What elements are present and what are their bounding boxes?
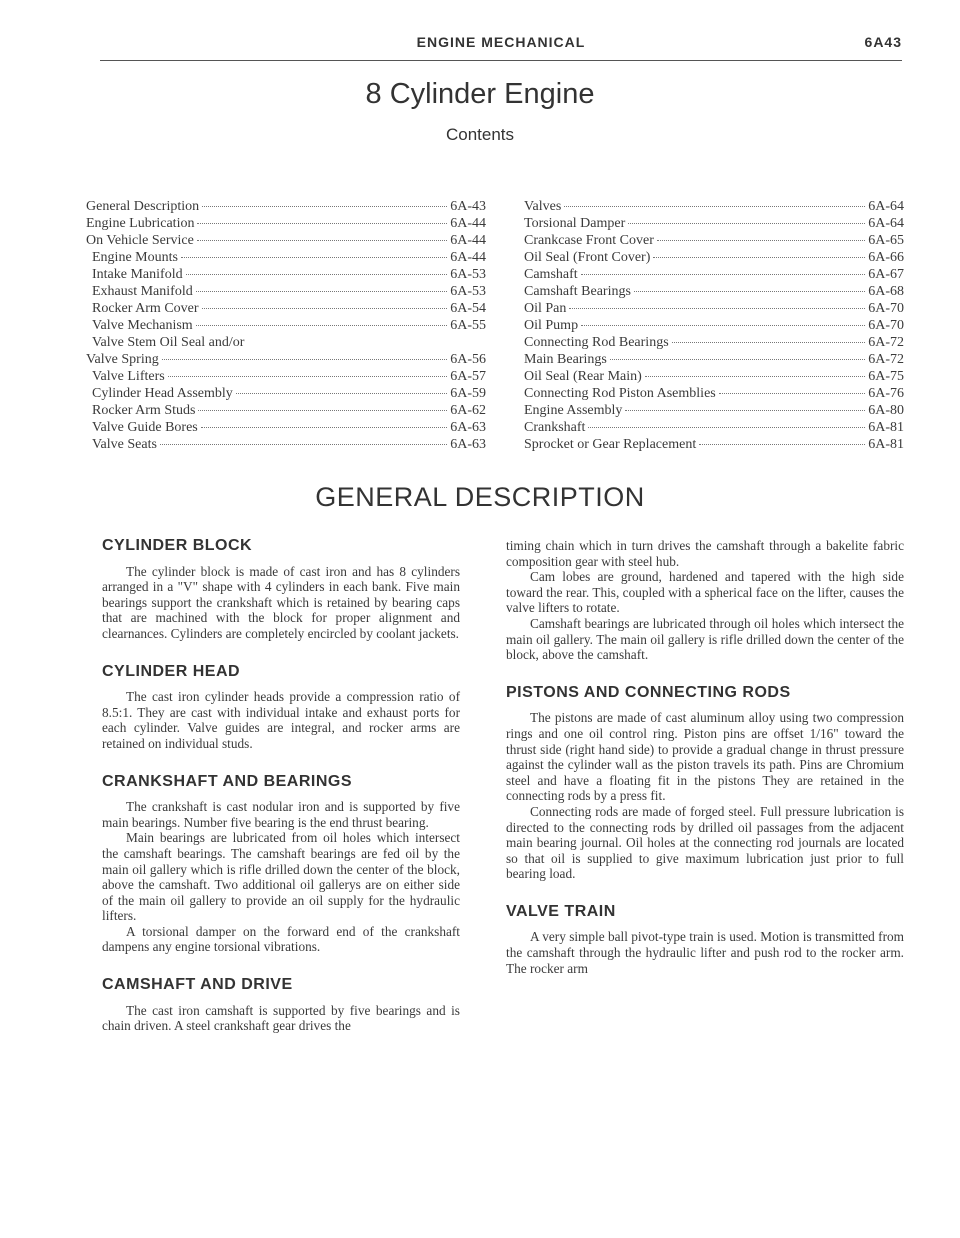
toc-entry-page: 6A-63 <box>450 437 486 452</box>
toc-entry-page: 6A-72 <box>868 335 904 350</box>
toc-entry-label: Oil Seal (Rear Main) <box>524 369 642 384</box>
toc-entry-page: 6A-62 <box>450 403 486 418</box>
toc-entry-label: Rocker Arm Studs <box>92 403 196 418</box>
valve-train-heading: VALVE TRAIN <box>506 902 616 920</box>
toc-entry <box>524 436 904 453</box>
toc-entry-page: 6A-54 <box>450 301 486 316</box>
toc-entry-label: Valve Stem Oil Seal and/or <box>92 335 245 350</box>
toc-entry-label: Camshaft <box>524 267 578 282</box>
toc-entry <box>86 215 486 232</box>
toc-leader-dots <box>196 325 448 326</box>
toc-entry <box>86 317 486 334</box>
toc-leader-dots <box>181 257 447 258</box>
crankshaft-paragraph-1: The crankshaft is cast nodular iron and is supported by five main bearings. Number five bearing is the end thrust bearing. <box>102 799 460 830</box>
toc-leader-dots <box>653 257 865 258</box>
toc-entry-page: 6A-66 <box>868 250 904 265</box>
toc-entry-label: Main Bearings <box>524 352 607 367</box>
toc-leader-dots <box>645 376 865 377</box>
toc-entry-page: 6A-55 <box>450 318 486 333</box>
toc-entry <box>524 266 904 283</box>
toc-entry-label: Oil Pump <box>524 318 579 333</box>
toc-entry <box>524 368 904 385</box>
toc-entry-label: Valve Spring <box>86 352 159 367</box>
camshaft-paragraph-1: The cast iron camshaft is supported by five bearings and is chain driven. A steel crankshaft gear drives the <box>102 1002 460 1034</box>
contents-heading: Contents <box>445 125 515 144</box>
toc-entry-label: Exhaust Manifold <box>92 284 193 299</box>
page-number: 6A43 <box>864 34 902 50</box>
toc-entry <box>86 419 486 436</box>
camshaft-heading: CAMSHAFT AND DRIVE <box>102 976 293 994</box>
toc-leader-dots <box>672 342 866 343</box>
toc-entry <box>524 198 904 215</box>
toc-entry-page: 6A-76 <box>868 386 904 401</box>
toc-leader-dots <box>186 274 448 275</box>
toc-leader-dots <box>198 410 447 411</box>
toc-leader-dots <box>160 444 447 445</box>
toc-entry-label: Sprocket or Gear Replacement <box>524 437 697 452</box>
toc-leader-dots <box>168 376 448 377</box>
toc-entry-page: 6A-75 <box>868 369 904 384</box>
toc-entry <box>524 283 904 300</box>
toc-entry-page: 6A-63 <box>450 420 486 435</box>
toc-entry-label: Engine Lubrication <box>86 216 195 231</box>
toc-leader-dots <box>581 274 866 275</box>
camshaft-paragraph-3: Camshaft bearings are lubricated through oil holes which intersect the main oil gallery. The main oil gallery is rifle drilled down the center of the block, above the camshaft. <box>506 615 904 663</box>
toc-left-column <box>86 198 486 453</box>
toc-entry <box>86 436 486 453</box>
toc-entry-label: Camshaft Bearings <box>524 284 631 299</box>
toc-entry <box>86 232 486 249</box>
toc-leader-dots <box>610 359 865 360</box>
toc-entry <box>86 351 486 368</box>
toc-entry <box>86 402 486 419</box>
toc-entry-label: Valves <box>524 199 562 214</box>
pistons-heading: PISTONS AND CONNECTING RODS <box>506 683 791 701</box>
toc-entry-label: On Vehicle Service <box>86 233 194 248</box>
toc-entry-page: 6A-44 <box>450 233 486 248</box>
toc-entry-label: Connecting Rod Bearings <box>524 335 669 350</box>
toc-leader-dots <box>581 325 865 326</box>
toc-entry-page: 6A-81 <box>868 420 904 435</box>
toc-entry-label: Oil Seal (Front Cover) <box>524 250 651 265</box>
toc-entry-label: Rocker Arm Cover <box>92 301 199 316</box>
toc-entry <box>524 385 904 402</box>
toc-entry-page: 6A-80 <box>868 403 904 418</box>
toc-leader-dots <box>201 427 447 428</box>
toc-leader-dots <box>588 427 865 428</box>
toc-leader-dots <box>236 393 447 394</box>
crankshaft-paragraph-2: Main bearings are lubricated from oil holes which intersect the camshaft bearings. The camshaft bearings are fed oil by the main oil gallery which is rifle drilled down the center of the block, above the camshaft. Two additional oil gallerys are on either side of the main oil gallery to provide an oil supply for the hydraulic lifters. <box>102 830 460 924</box>
toc-entry-label: Torsional Damper <box>524 216 626 231</box>
toc-entry-page: 6A-70 <box>868 318 904 333</box>
cylinder-head-heading: CYLINDER HEAD <box>102 662 241 680</box>
toc-entry-page: 6A-53 <box>450 267 486 282</box>
toc-entry <box>86 198 486 215</box>
cylinder-block-heading: CYLINDER BLOCK <box>102 537 253 554</box>
toc-leader-dots <box>634 291 865 292</box>
toc-leader-dots <box>628 223 865 224</box>
toc-entry <box>86 249 486 266</box>
toc-leader-dots <box>196 291 448 292</box>
toc-right-column <box>524 198 904 453</box>
toc-entry-page: 6A-70 <box>868 301 904 316</box>
toc-entry-page: 6A-81 <box>868 437 904 452</box>
toc-entry <box>524 419 904 436</box>
toc-leader-dots <box>564 206 865 207</box>
toc-entry <box>524 232 904 249</box>
toc-entry <box>524 351 904 368</box>
pistons-paragraph-1: The pistons are made of cast aluminum alloy using two compression rings and one oil control ring. Piston pins are offset 1/16" toward the thrust side (right hand side) to provide a gradual change in thrust pressure against the cylinder wall as the piston travels its path. Pins are Chromium steel and have a floating fit in the pistons They are retained in the connecting rods by a press fit. <box>506 710 904 804</box>
cylinder-head-paragraph: The cast iron cylinder heads provide a compression ratio of 8.5:1. They are cast with individual intake and exhaust ports for each cylinder. Valve guides are integral, and rocker arms are retained on individual studs. <box>102 689 460 751</box>
toc-entry <box>524 215 904 232</box>
toc-leader-dots <box>719 393 865 394</box>
toc-entry-page: 6A-65 <box>868 233 904 248</box>
toc-entry-page: 6A-44 <box>450 250 486 265</box>
toc-entry-label: Cylinder Head Assembly <box>92 386 233 401</box>
toc-entry <box>524 317 904 334</box>
page-title: 8 Cylinder Engine <box>365 78 595 110</box>
toc-leader-dots <box>569 308 865 309</box>
toc-entry-label: Valve Guide Bores <box>92 420 198 435</box>
toc-entry-page: 6A-59 <box>450 386 486 401</box>
toc-entry-page: 6A-56 <box>450 352 486 367</box>
toc-entry <box>86 385 486 402</box>
toc-entry-label: Engine Mounts <box>92 250 178 265</box>
toc-entry-label: Crankshaft <box>524 420 586 435</box>
toc-entry <box>524 402 904 419</box>
toc-entry-label: Intake Manifold <box>92 267 183 282</box>
toc-entry <box>524 249 904 266</box>
toc-entry-page: 6A-72 <box>868 352 904 367</box>
toc-entry-label: General Description <box>86 199 200 214</box>
toc-entry-page: 6A-44 <box>450 216 486 231</box>
toc-entry-page: 6A-64 <box>868 216 904 231</box>
toc-entry-label: Crankcase Front Cover <box>524 233 654 248</box>
crankshaft-heading: CRANKSHAFT AND BEARINGS <box>102 772 353 790</box>
right-text-column <box>506 538 904 976</box>
toc-leader-dots <box>197 223 447 224</box>
toc-entry-label: Valve Seats <box>92 437 157 452</box>
toc-leader-dots <box>657 240 865 241</box>
toc-entry <box>524 334 904 351</box>
camshaft-paragraph-2: Cam lobes are ground, hardened and tapered with the high side toward the rear. This, coupled with a spherical face on the lifter, causes the valve lifters to rotate. <box>506 569 904 616</box>
toc-entry <box>86 334 486 351</box>
toc-leader-dots <box>162 359 448 360</box>
toc-leader-dots <box>197 240 447 241</box>
toc-entry-label: Connecting Rod Piston Asemblies <box>524 386 716 401</box>
toc-entry-label: Engine Assembly <box>524 403 623 418</box>
toc-entry-label: Valve Mechanism <box>92 318 193 333</box>
toc-entry-page: 6A-67 <box>868 267 904 282</box>
toc-entry-page: 6A-57 <box>450 369 486 384</box>
toc-leader-dots <box>202 206 447 207</box>
toc-entry <box>86 300 486 317</box>
toc-entry <box>86 283 486 300</box>
running-head-title: ENGINE MECHANICAL <box>416 34 586 50</box>
toc-entry-label: Oil Pan <box>524 301 567 316</box>
toc-entry-page: 6A-43 <box>450 199 486 214</box>
toc-entry <box>524 300 904 317</box>
valve-train-paragraph: A very simple ball pivot-type train is used. Motion is transmitted from the camshaft through the hydraulic lifter and push rod to the rocker arm. The rocker arm <box>506 929 904 976</box>
toc-entry-page: 6A-53 <box>450 284 486 299</box>
toc-leader-dots <box>202 308 448 309</box>
toc-entry-label: Valve Lifters <box>92 369 165 384</box>
section-title: GENERAL DESCRIPTION <box>315 482 645 512</box>
crankshaft-paragraph-3: A torsional damper on the forward end of the crankshaft dampens any engine torsional vibrations. <box>102 923 460 955</box>
pistons-paragraph-2: Connecting rods are made of forged steel. Full pressure lubrication is directed to the connecting rods by drilled oil passages from the adjacent main bearing journal. Oil holes at the connecting rod journals are located so that oil is supplied to give maximum lubrication just prior to full bearing load. <box>506 803 904 882</box>
toc-entry-page: 6A-68 <box>868 284 904 299</box>
camshaft-paragraph-1-continued: timing chain which in turn drives the camshaft through a bakelite fabric composition gear with steel hub. <box>506 538 904 569</box>
toc-entry-page: 6A-64 <box>868 199 904 214</box>
toc-entry <box>86 368 486 385</box>
toc-entry <box>86 266 486 283</box>
toc-leader-dots <box>699 444 865 445</box>
left-text-column <box>102 538 460 1034</box>
cylinder-block-paragraph: The cylinder block is made of cast iron and has 8 cylinders arranged in a "V" shape with 4 cylinders in each bank. Five main bearings support the crankshaft which is retained by bearing caps that are machined with the block for proper alignment and clearnances. Cylinders are completely encircled by coolant jackets. <box>102 563 460 641</box>
running-header <box>100 30 902 61</box>
toc-leader-dots <box>625 410 865 411</box>
